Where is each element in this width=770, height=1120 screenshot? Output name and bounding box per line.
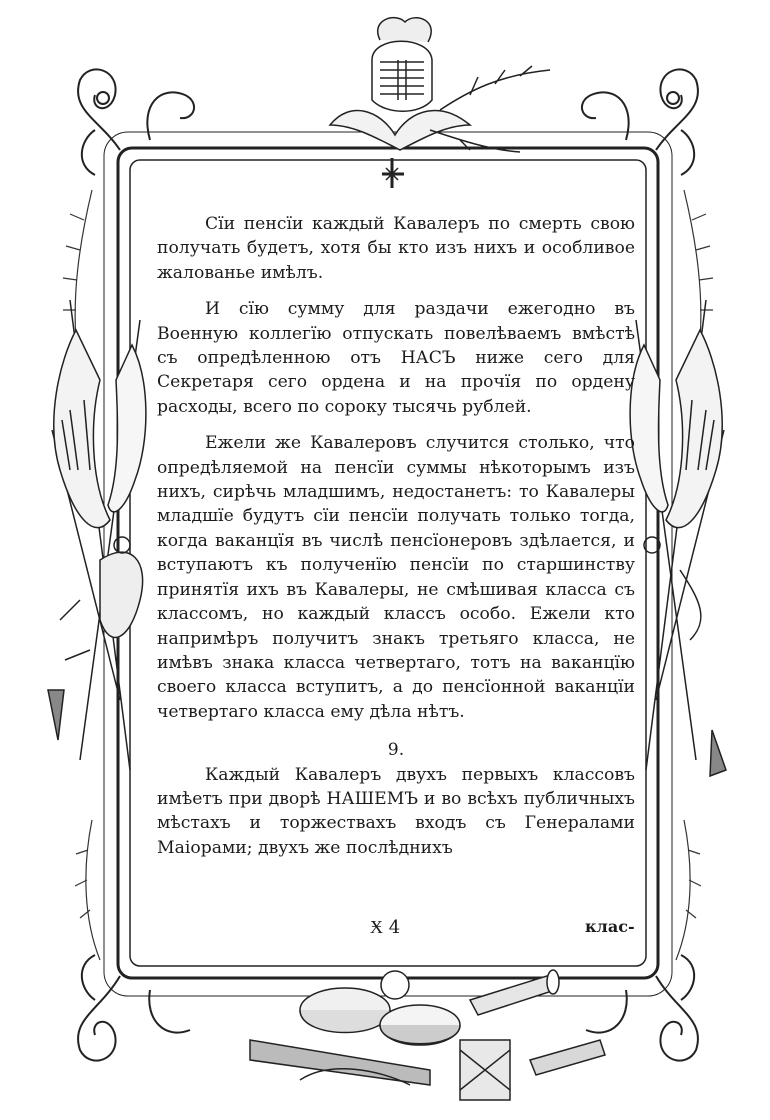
- left-arms-trophy: [48, 300, 146, 770]
- helmet-crest: [330, 18, 550, 188]
- corner-scroll-bottom-left: [78, 955, 190, 1061]
- bottom-trophy: [250, 970, 605, 1100]
- paragraph-1: Сїи пенсїи каждый Кавалеръ по смерть свою получать будетъ, хотя бы кто изъ нихъ и особливое жалованье имѣлъ.: [157, 214, 635, 283]
- paragraph-2: И сїю сумму для раздачи ежегодно въ Военную коллегїю отпускать повелѣваемъ вмѣстѣ съ опредѣленною отъ НАСЪ ниже сего для Секретаря сего ордена и на прочїя по ордену расходы, всего по сороку тысячь рублей.: [157, 299, 635, 417]
- catchword: клас-: [585, 917, 635, 936]
- section-number: 9.: [387, 740, 405, 761]
- corner-scroll-top-right: [582, 69, 698, 175]
- signature-mark: Ӿ 4: [370, 917, 401, 938]
- right-arms-trophy: [630, 300, 726, 776]
- paragraph-3: Ежели же Кавалеровъ случится столько, что опредѣляемой на пенсїи суммы нѣкоторымъ изъ нихъ, сирѣчь младшимъ, недостанетъ: то Кавалеры младшїе будутъ сїи пенсїи получать только тогда, когда ваканцїя въ числѣ пенсїонеровъ здѣлается, и вступаютъ къ полученїю пенсїи по старшинству принятїя ихъ въ Кавалеры, не смѣшивая класса съ классомъ, но каждый классъ особо. Ежели кто напримѣръ получитъ знакъ третьяго класса, не имѣвъ знака класса четвертаго, тотъ на ваканцїю своего класса вступитъ, а до пенсїонной ваканцїи четвертаго класса ему дѣла нѣтъ.: [157, 433, 635, 722]
- corner-scroll-bottom-right: [586, 955, 698, 1061]
- corner-scroll-top-left: [78, 69, 194, 175]
- section-9-text: Каждый Кавалеръ двухъ первыхъ классовъ имѣетъ при дворѣ НАШЕМЪ и во всѣхъ публичныхъ мѣстахъ и торжествахъ входъ съ Генералами Маiорами; двухъ же послѣднихъ: [157, 764, 635, 858]
- body-text: [157, 212, 635, 860]
